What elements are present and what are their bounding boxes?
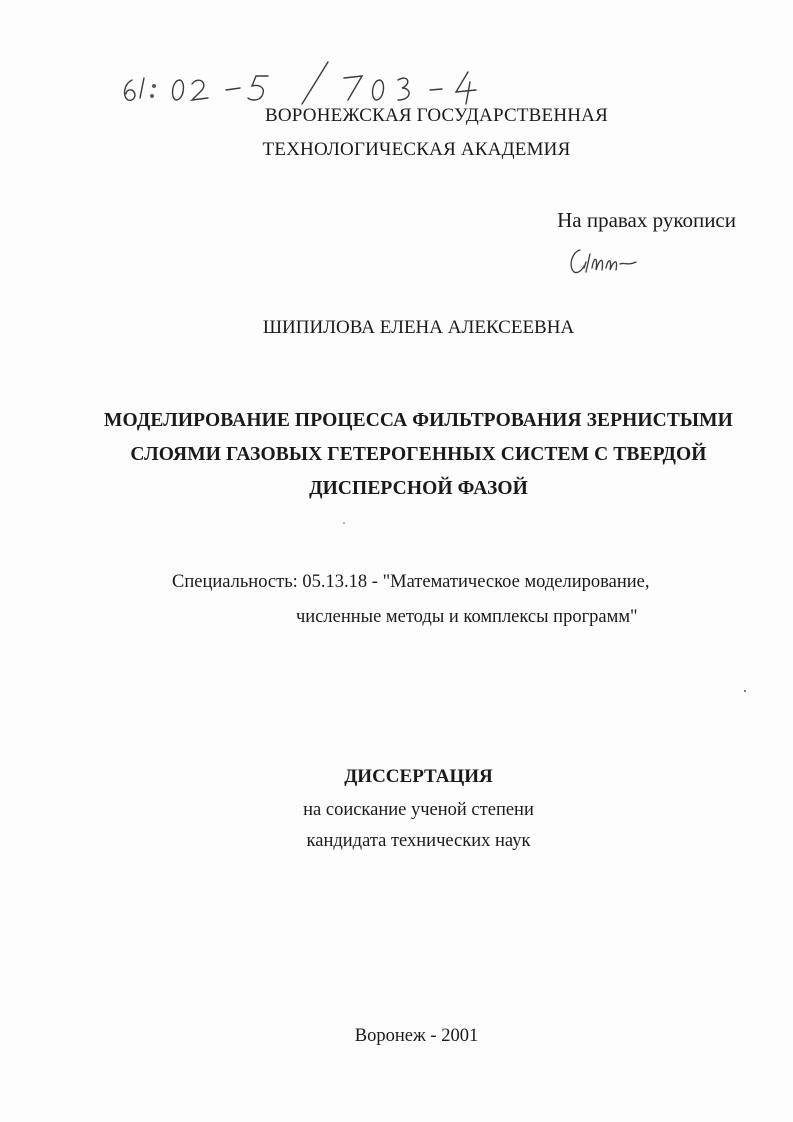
scan-speck — [343, 522, 345, 524]
organization-line-1: ВОРОНЕЖСКАЯ ГОСУДАРСТВЕННАЯ — [265, 105, 608, 126]
dissertation-title-line-3: ДИСПЕРСНОЙ ФАЗОЙ — [309, 478, 528, 499]
dissertation-title-line-1: МОДЕЛИРОВАНИЕ ПРОЦЕССА ФИЛЬТРОВАНИЯ ЗЕРНИСТЫМИ — [104, 410, 733, 431]
specialty-line-2: численные методы и комплексы программ" — [296, 607, 638, 627]
specialty-line-1: Специальность: 05.13.18 - "Математическое моделирование, — [172, 572, 650, 592]
signature — [566, 242, 638, 278]
rights-notice: На правах рукописи — [557, 208, 736, 232]
scan-speck — [744, 690, 746, 692]
dissertation-title-line-2: СЛОЯМИ ГАЗОВЫХ ГЕТЕРОГЕННЫХ СИСТЕМ С ТВЕРДОЙ — [130, 444, 707, 465]
degree-line-2: кандидата технических наук — [306, 831, 531, 851]
organization-line-2: ТЕХНОЛОГИЧЕСКАЯ АКАДЕМИЯ — [262, 139, 571, 160]
degree-line-1: на соискание ученой степени — [303, 800, 534, 820]
document-type: ДИССЕРТАЦИЯ — [344, 766, 493, 787]
author-name: ШИПИЛОВА ЕЛЕНА АЛЕКСЕЕВНА — [262, 317, 575, 338]
place-and-year: Воронеж - 2001 — [354, 1026, 479, 1046]
